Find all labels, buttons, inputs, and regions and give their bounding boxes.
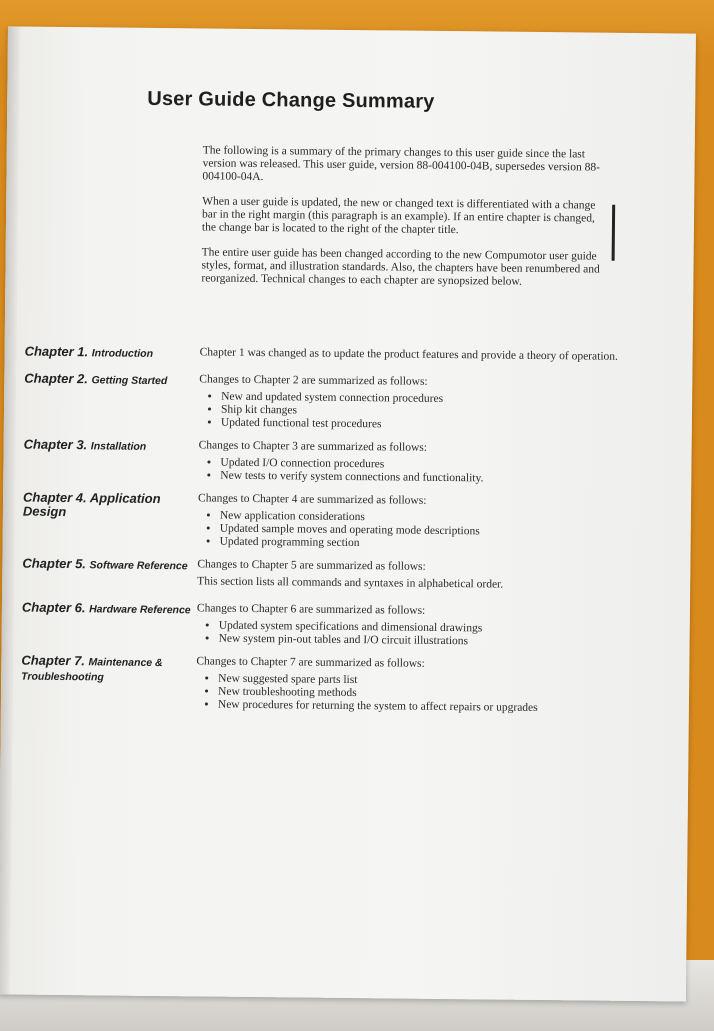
chapter-note: This section lists all commands and syntaxes in alphabetical order. <box>197 575 504 591</box>
chapter-bullets <box>196 672 621 715</box>
list-item: • New application considerations <box>220 510 623 527</box>
chapter-number: Chapter 5. <box>22 555 90 572</box>
intro-section <box>201 144 603 301</box>
chapter-heading <box>22 601 197 646</box>
chapter-row <box>23 491 624 553</box>
chapter-summary: Changes to Chapter 2 are summarized as follows: <box>199 373 428 388</box>
chapter-heading <box>25 345 200 364</box>
chapter-name: Getting Started <box>91 374 168 388</box>
chapter-name: Software Reference <box>89 559 188 573</box>
chapter-body <box>197 602 622 649</box>
chapter-body <box>200 346 625 367</box>
chapter-name: Hardware Reference <box>89 603 191 617</box>
chapter-body <box>197 558 622 596</box>
chapter-name: Installation <box>90 440 147 453</box>
chapter-row <box>22 601 622 650</box>
chapter-heading <box>24 372 200 430</box>
list-item: • Updated system specifications and dimensional drawings <box>219 620 622 637</box>
list-item: • New procedures for returning the system to affect repairs or upgrades <box>218 699 621 716</box>
list-item: • Updated I/O connection procedures <box>220 457 623 474</box>
intro-paragraph-3: The entire user guide has been changed according to the new Compumotor user guide styles, format, and illustration standards. Also, the chapters have been renumbered and reorganized. Technical changes to each chapter are synopsized below. <box>201 246 600 288</box>
chapter-heading <box>23 438 198 483</box>
list-item: • New and updated system connection procedures <box>221 391 624 408</box>
chapter-number: Chapter 1. <box>24 343 92 360</box>
list-item: • Updated functional test procedures <box>221 417 624 434</box>
chapter-body <box>198 492 624 552</box>
chapter-bullets <box>197 619 622 649</box>
list-item: • New tests to verify system connections and functionality. <box>220 470 623 487</box>
chapter-bullets <box>199 390 624 433</box>
chapter-name: Application Design <box>22 490 161 520</box>
chapter-number: Chapter 3. <box>23 436 91 453</box>
list-item: • New suggested spare parts list <box>218 673 621 690</box>
page-title: User Guide Change Summary <box>147 87 435 113</box>
chapter-bullets <box>198 509 623 552</box>
chapter-row <box>23 438 623 487</box>
chapter-row <box>22 557 622 597</box>
chapter-summary: Chapter 1 was changed as to update the product features and provide a theory of operation. <box>199 346 618 363</box>
change-bar <box>612 205 616 261</box>
chapter-heading <box>22 557 197 593</box>
chapter-body <box>199 373 625 433</box>
chapter-summary: Changes to Chapter 7 are summarized as follows: <box>196 655 425 670</box>
chapter-row <box>24 372 625 434</box>
chapter-name: Introduction <box>91 347 154 360</box>
chapter-number: Chapter 6. <box>21 599 90 616</box>
chapter-bullets <box>198 456 623 486</box>
chapter-list <box>21 345 625 726</box>
chapter-row <box>21 654 622 716</box>
chapter-body <box>198 439 623 486</box>
chapter-row <box>25 345 625 368</box>
chapter-heading <box>21 654 197 712</box>
intro-paragraph-2: When a user guide is updated, the new or changed text is differentiated with a change bar in the right margin (this paragraph is an example). If an entire chapter is changed, the change bar is located to the right of the chapter title. <box>201 195 596 237</box>
intro-paragraph-1: The following is a summary of the primary changes to this user guide since the last version was released. This user guide, version 88-004100-04B, supersedes version 88-004100-04A. <box>202 144 601 184</box>
chapter-summary: Changes to Chapter 5 are summarized as follows: <box>197 558 426 573</box>
list-item: • New troubleshooting methods <box>218 686 621 703</box>
chapter-summary: Changes to Chapter 3 are summarized as follows: <box>198 439 428 454</box>
chapter-body <box>196 655 622 715</box>
document-page <box>0 26 696 1001</box>
chapter-number: Chapter 2. <box>24 370 92 387</box>
page-spine <box>0 26 20 994</box>
list-item: • Updated sample moves and operating mode descriptions <box>220 523 623 540</box>
list-item: • Updated programming section <box>220 536 623 553</box>
chapter-heading <box>23 491 199 549</box>
list-item: • Ship kit changes <box>221 404 624 421</box>
chapter-name: Maintenance & Troubleshooting <box>21 656 163 684</box>
chapter-summary: Changes to Chapter 6 are summarized as follows: <box>196 602 426 617</box>
chapter-number: Chapter 7. <box>21 652 89 669</box>
list-item: • New system pin-out tables and I/O circuit illustrations <box>219 633 622 650</box>
chapter-summary: Changes to Chapter 4 are summarized as follows: <box>198 492 427 507</box>
chapter-number: Chapter 4. <box>23 489 90 506</box>
